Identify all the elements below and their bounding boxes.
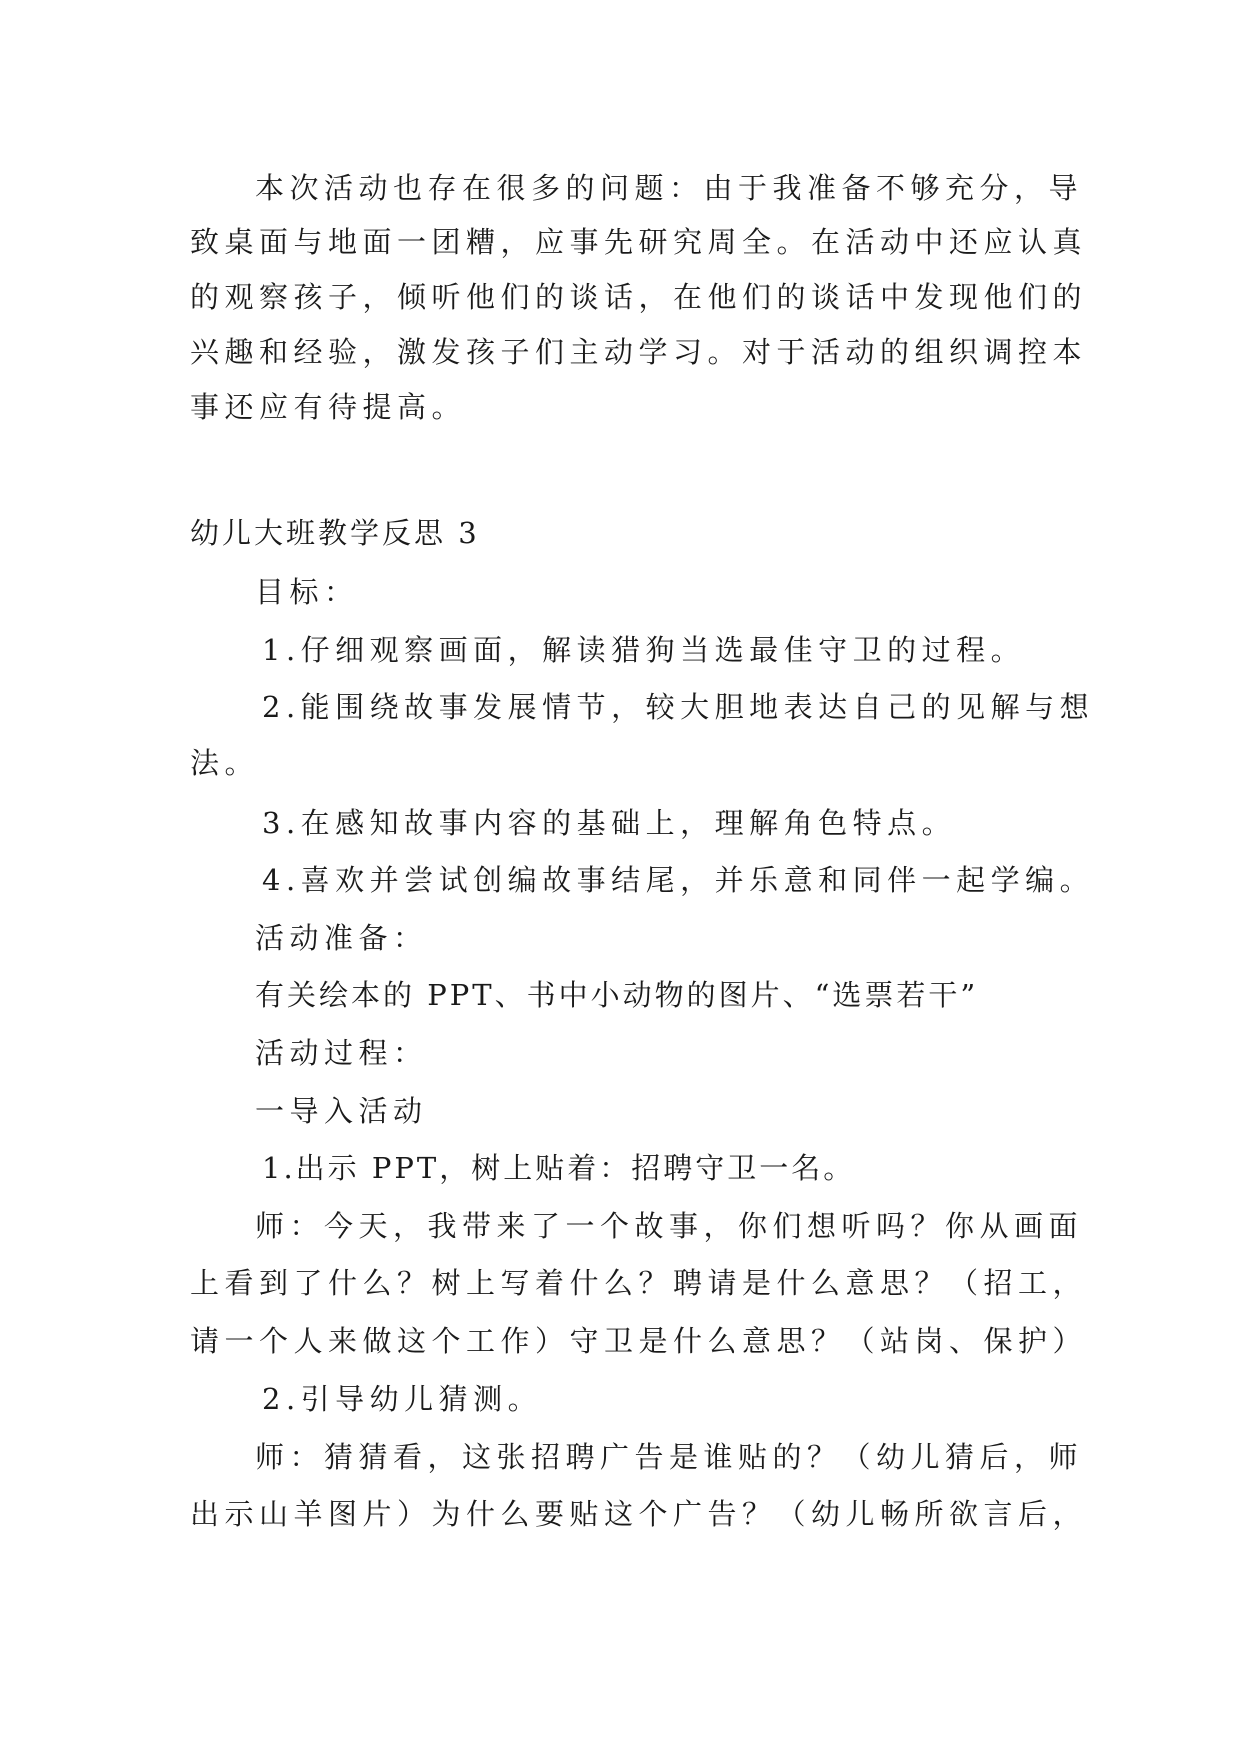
teacher-1-line-2: 上看到了什么？树上写着什么？聘请是什么意思？（招工， [190, 1266, 1088, 1300]
teacher-1-line-3: 请一个人来做这个工作）守卫是什么意思？（站岗、保护） [190, 1324, 1088, 1358]
goal-1: 1.仔细观察画面，解读猎狗当选最佳守卫的过程。 [262, 633, 1026, 667]
reflection-line-2: 致桌面与地面一团糟，应事先研究周全。在活动中还应认真 [190, 225, 1088, 259]
step-2: 2.引导幼儿猜测。 [262, 1382, 543, 1416]
section-title: 幼儿大班教学反思 3 [190, 516, 480, 550]
process-label: 活动过程： [255, 1036, 428, 1070]
reflection-line-4: 兴趣和经验，激发孩子们主动学习。对于活动的组织调控本 [190, 335, 1088, 369]
step-intro: 一导入活动 [255, 1094, 428, 1128]
goal-4: 4.喜欢并尝试创编故事结尾，并乐意和同伴一起学编。 [262, 863, 1095, 897]
goal-3: 3.在感知故事内容的基础上，理解角色特点。 [262, 806, 957, 840]
goals-label: 目标： [255, 575, 359, 609]
teacher-2-line-1: 师：猜猜看，这张招聘广告是谁贴的？（幼儿猜后，师 [255, 1440, 1084, 1474]
prep-label: 活动准备： [255, 921, 428, 955]
step-1: 1.出示 PPT，树上贴着：招聘守卫一名。 [262, 1151, 856, 1185]
reflection-line-1: 本次活动也存在很多的问题：由于我准备不够充分，导 [255, 171, 1084, 205]
goal-2-line-1: 2.能围绕故事发展情节，较大胆地表达自己的见解与想 [262, 690, 1095, 724]
teacher-2-line-2: 出示山羊图片）为什么要贴这个广告？（幼儿畅所欲言后， [190, 1497, 1088, 1531]
teacher-1-line-1: 师：今天，我带来了一个故事，你们想听吗？你从画面 [255, 1209, 1084, 1243]
reflection-line-5: 事还应有待提高。 [190, 390, 467, 424]
goal-2-line-2: 法。 [190, 746, 260, 780]
reflection-line-3: 的观察孩子，倾听他们的谈话，在他们的谈话中发现他们的 [190, 280, 1088, 314]
prep-text: 有关绘本的 PPT、书中小动物的图片、“选票若干” [255, 978, 979, 1012]
